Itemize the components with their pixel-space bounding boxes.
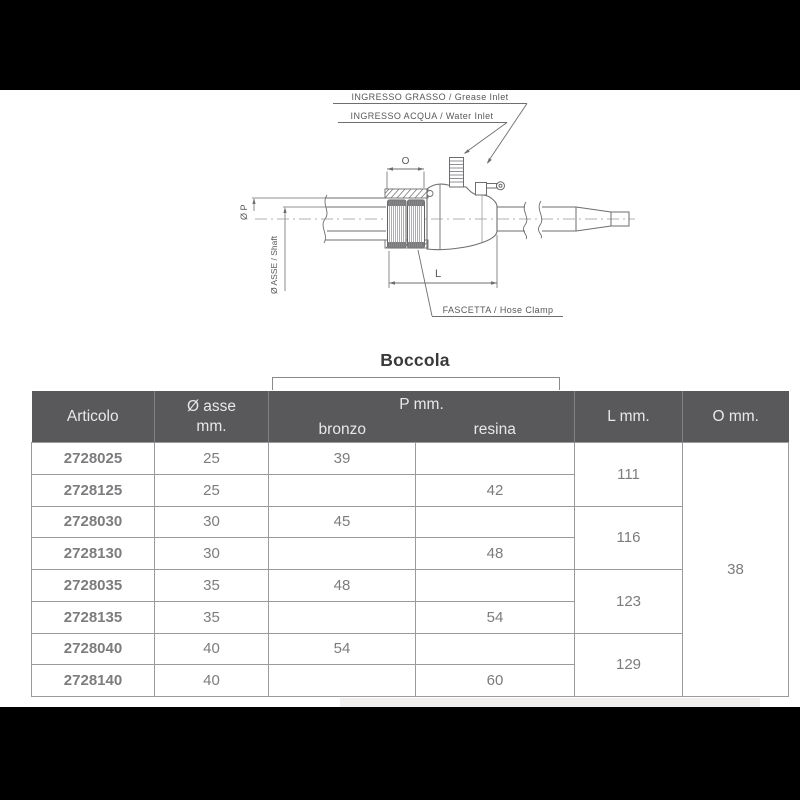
water-leader-line [465,123,507,154]
asse-cell: 30 [155,506,269,538]
bronzo-cell: 48 [269,570,416,602]
header-l: L mm. [575,391,683,443]
right-break-line-1 [523,202,526,239]
dimension-o-arrow-left [387,167,393,171]
l-cell: 116 [575,506,683,570]
hose-clamp-label: FASCETTA / Hose Clamp [442,305,554,315]
header-bronzo: bronzo [269,418,416,443]
asse-cell: 25 [155,443,269,475]
resina-cell [416,506,575,538]
grease-leader-arrow [487,158,492,164]
water-inlet-tube [450,158,464,188]
dimension-o-arrow-right [418,167,424,171]
bronzo-cell: 54 [269,633,416,665]
bronzo-cell: 45 [269,506,416,538]
hose-clamp-band-2 [408,200,425,248]
dimension-o-extensions [387,172,424,190]
header-asse-line2: mm. [196,417,227,435]
table-row [32,570,789,602]
grease-fitting-ring [497,182,505,190]
hose-clamp-band-1 [388,200,407,248]
table-row [32,443,789,475]
hose-end-top-hatch [385,189,428,198]
asse-cell: 25 [155,474,269,506]
asse-cell: 35 [155,601,269,633]
bronzo-cell: 39 [269,443,416,475]
articolo-cell: 2728135 [32,601,155,633]
bronzo-cell [269,601,416,633]
articolo-cell: 2728025 [32,443,155,475]
l-cell: 123 [575,570,683,634]
table-row [32,633,789,665]
resina-cell [416,570,575,602]
right-break-line-2 [538,201,541,238]
grease-inlet-label: INGRESSO GRASSO / Grease Inlet [351,92,509,102]
grease-fitting-arm [487,184,497,189]
bronzo-cell [269,474,416,506]
dimension-l-label: L [434,268,442,280]
water-inlet-label: INGRESSO ACQUA / Water Inlet [350,111,494,121]
grease-fitting-stub [476,183,487,196]
header-resina: resina [416,418,575,443]
resina-cell [416,633,575,665]
o-cell: 38 [683,443,789,697]
articolo-cell: 2728030 [32,506,155,538]
dimension-l-arrow-left [389,281,395,285]
dimension-o-label: O [401,156,410,167]
p-arrow [252,198,255,204]
table-header [32,391,789,443]
letterbox-bottom [0,707,800,800]
boccola-bracket [272,377,560,390]
resina-cell: 60 [416,665,575,697]
table-shadow [340,698,760,707]
header-p: P mm. [269,391,575,418]
bronzo-cell [269,538,416,570]
resina-cell: 54 [416,601,575,633]
shaft-arrow [283,207,286,213]
articolo-cell: 2728125 [32,474,155,506]
letterbox-top [0,0,800,90]
resina-cell: 42 [416,474,575,506]
l-cell: 129 [575,633,683,697]
header-asse-line1: Ø asse [186,398,237,416]
header-articolo: Articolo [32,391,155,443]
resina-cell: 48 [416,538,575,570]
asse-cell: 30 [155,538,269,570]
table-row [32,506,789,538]
asse-cell: 40 [155,633,269,665]
l-cell: 111 [575,443,683,507]
spec-table [31,391,789,697]
header-o: O mm. [683,391,789,443]
header-asse [155,391,269,443]
table-title: Boccola [380,350,450,370]
asse-cell: 35 [155,570,269,602]
articolo-cell: 2728140 [32,665,155,697]
dimension-l-arrow-right [491,281,497,285]
hose-rolled-edge [427,191,433,197]
articolo-cell: 2728040 [32,633,155,665]
resina-cell [416,443,575,475]
shaft-diameter-label: Ø ASSE / Shaft [269,235,279,294]
articolo-cell: 2728035 [32,570,155,602]
p-diameter-label: Ø P [239,204,249,220]
asse-cell: 40 [155,665,269,697]
technical-drawing [230,88,650,328]
bronzo-cell [269,665,416,697]
articolo-cell: 2728130 [32,538,155,570]
